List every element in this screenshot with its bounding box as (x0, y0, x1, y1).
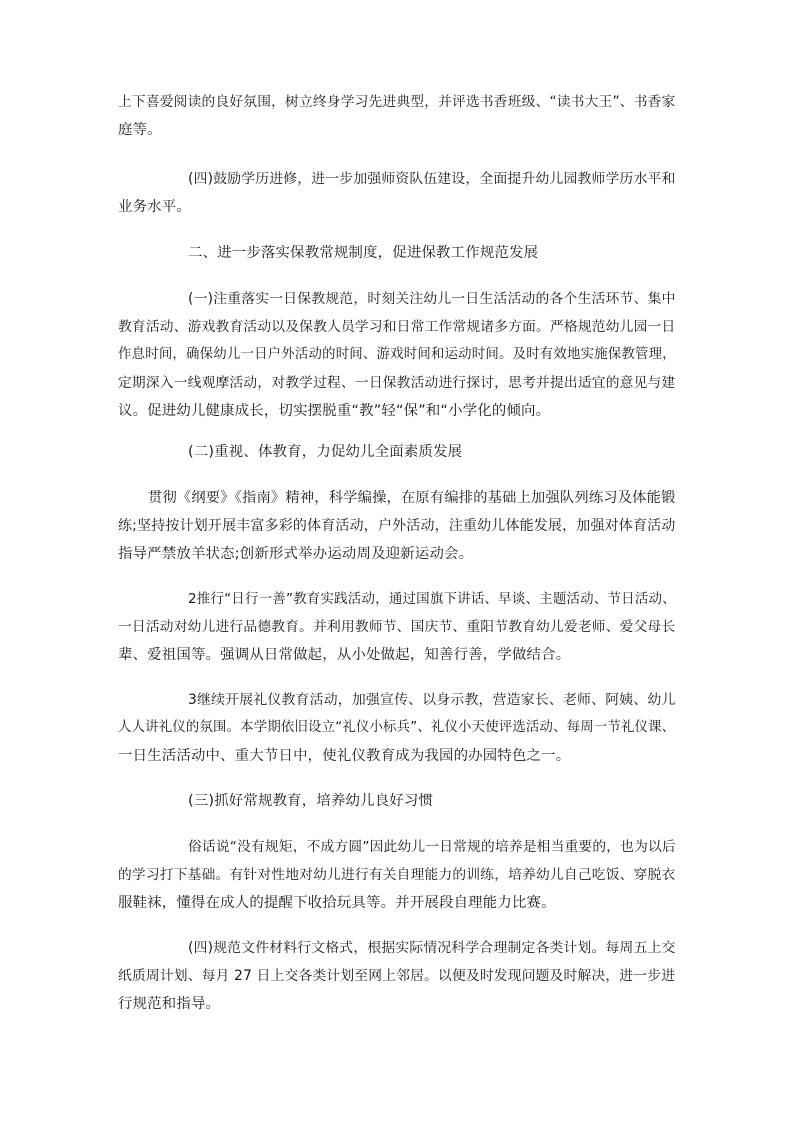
text-line: 的学习打下基础。有针对性地对幼儿进行有关自理能力的训练，培养幼儿自己吃饭、穿脱衣 (118, 867, 676, 883)
paragraph-reading-atmosphere (118, 88, 678, 144)
text-line: (四)规范文件材料行文格式，根据实际情况科学合理制定各类计划。每周五上交 (188, 940, 676, 956)
text-line: 纸质周计划、每月 27 日上交各类计划至网上邻居。以便及时发现问题及时解决，进一步进 (118, 968, 676, 984)
paragraph-good-deed-activity (118, 585, 678, 669)
section-heading-two (118, 239, 678, 267)
text-line: 业务水平。 (118, 199, 191, 215)
text-line: 议。促进幼儿健康成长，切实摆脱重“教”轻“保”和“小学化的倾向。 (118, 403, 551, 419)
paragraph-etiquette-education (118, 686, 678, 770)
text-line: 服鞋袜，懂得在成人的提醒下收拾玩具等。并开展段自理能力比赛。 (118, 895, 556, 911)
paragraph-education-advancement (118, 165, 678, 221)
text-line: (一)注重落实一日保教规范，时刻关注幼儿一日生活活动的各个生活环节、集中 (188, 291, 676, 307)
text-line: 二、进一步落实保教常规制度，促进保教工作规范发展 (188, 245, 539, 261)
text-line: 2推行“日行一善”教育实践活动，通过国旗下讲话、早谈、主题活动、节日活动、 (188, 591, 676, 607)
text-line: 3继续开展礼仪教育活动，加强宣传、以身示教，营造家长、老师、阿姨、幼儿 (188, 692, 676, 708)
paragraph-document-standards (118, 934, 678, 1018)
paragraph-rules-and-habits (118, 833, 678, 917)
text-line: 指导严禁放羊状态;创新形式举办运动周及迎新运动会。 (118, 546, 474, 562)
paragraph-guidelines-implementation (118, 484, 678, 568)
text-line: 上下喜爱阅读的良好氛围，树立终身学习先进典型，并评选书香班级、“读书大王”、书香家 (118, 94, 676, 110)
subheading-physical-education (118, 438, 678, 466)
text-line: 俗话说“没有规矩，不成方圆”因此幼儿一日常规的培养是相当重要的，也为以后 (188, 839, 676, 855)
text-line: 教育活动、游戏教育活动以及保教人员学习和日常工作常规诸多方面。严格规范幼儿园一日 (118, 319, 676, 335)
text-line: 人人讲礼仪的氛围。本学期依旧设立“礼仪小标兵”、礼仪小天使评选活动、每周一节礼仪课、 (118, 720, 676, 735)
subheading-routine-education (118, 787, 678, 815)
text-line: (四)鼓励学历进修，进一步加强师资队伍建设，全面提升幼儿园教师学历水平和 (188, 171, 676, 187)
text-line: (三)抓好常规教育，培养幼儿良好习惯 (188, 793, 434, 809)
text-line: 一日活动对幼儿进行品德教育。并利用教师节、国庆节、重阳节教育幼儿爱老师、爱父母长 (118, 619, 676, 635)
text-line: 一日生活活动中、重大节日中，使礼仪教育成为我园的办园特色之一。 (118, 748, 571, 764)
paragraph-daily-care-norms (118, 285, 678, 425)
text-line: (二)重视、体教育，力促幼儿全面素质发展 (188, 444, 463, 460)
text-line: 辈、爱祖国等。强调从日常做起，从小处做起，知善行善，学做结合。 (118, 647, 571, 663)
text-line: 定期深入一线观摩活动，对教学过程、一日保教活动进行探讨，思考并提出适宜的意见与建 (118, 375, 676, 391)
text-line: 行规范和指导。 (118, 996, 221, 1012)
text-line: 庭等。 (118, 122, 162, 138)
text-line: 作息时间，确保幼儿一日户外活动的时间、游戏时间和运动时间。及时有效地实施保教管理， (118, 347, 676, 362)
text-line: 练;坚持按计划开展丰富多彩的体育活动，户外活动，注重幼儿体能发展，加强对体育活动 (118, 518, 676, 534)
text-line: 贯彻《纲要》《指南》精神，科学编操，在原有编排的基础上加强队列练习及体能锻 (148, 490, 676, 506)
